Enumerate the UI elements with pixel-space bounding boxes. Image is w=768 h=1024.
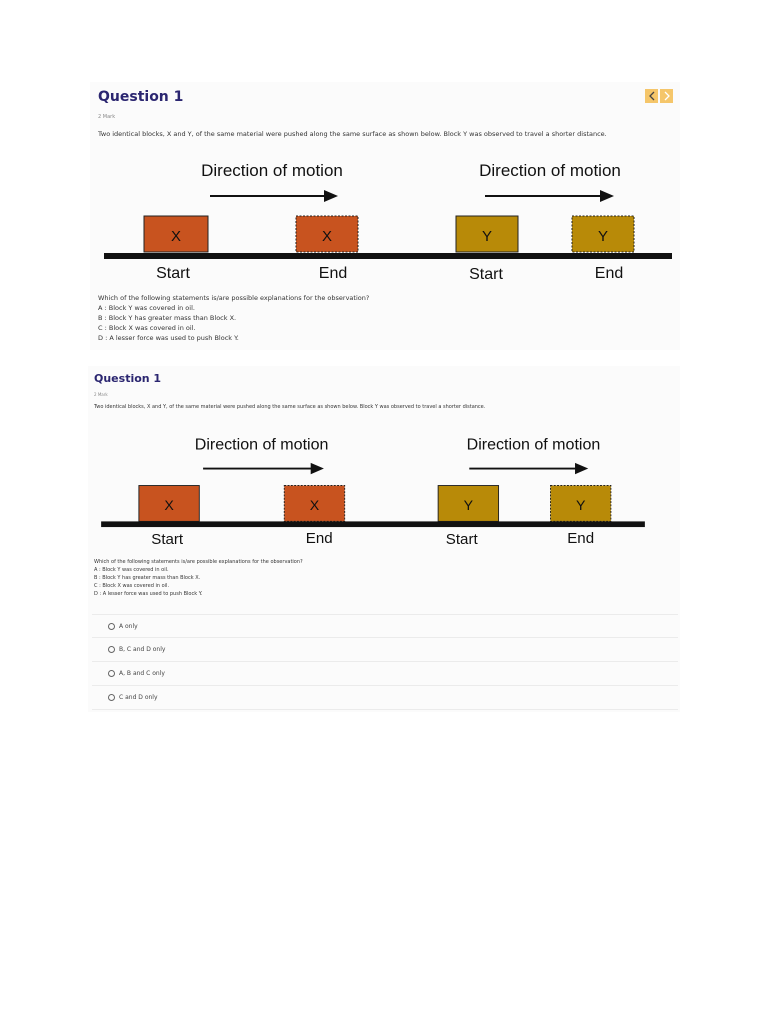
start-label: Start xyxy=(445,531,478,549)
end-label: End xyxy=(318,265,348,282)
arrow-right-icon xyxy=(311,463,324,474)
question-nav xyxy=(645,89,673,103)
next-button[interactable] xyxy=(660,89,673,103)
radio-button-icon[interactable] xyxy=(108,623,115,630)
motion-diagram xyxy=(98,427,648,549)
answer-options xyxy=(92,614,678,710)
question-text: Two identical blocks, X and Y, of the same material were pushed along the same surface as shown below. Block Y was observed to travel a shorter distance. xyxy=(94,404,486,410)
direction-heading-left: Direction of motion xyxy=(194,435,329,454)
radio-button-icon[interactable] xyxy=(108,646,115,653)
block-y-label: Y xyxy=(597,228,609,245)
question-prompt: Which of the following statements is/are possible explanations for the observation? xyxy=(94,559,303,565)
block-y-label: Y xyxy=(481,228,493,245)
statement-b: B : Block Y has greater mass than Block X. xyxy=(94,575,201,581)
arrow-right-icon xyxy=(324,190,338,202)
block-x-label: X xyxy=(321,228,333,245)
end-label: End xyxy=(594,265,624,282)
direction-heading-right: Direction of motion xyxy=(466,435,601,454)
arrow-right-icon xyxy=(600,190,614,202)
statement-a: A : Block Y was covered in oil. xyxy=(94,567,169,573)
block-x-label: X xyxy=(164,498,174,515)
direction-heading-left: Direction of motion xyxy=(201,161,343,180)
block-x-label: X xyxy=(309,498,320,515)
statement-b: B : Block Y has greater mass than Block X. xyxy=(98,314,237,322)
chevron-right-icon xyxy=(663,91,671,101)
arrow-right-icon xyxy=(575,463,588,474)
question-prompt: Which of the following statements is/are possible explanations for the observation? xyxy=(98,294,370,302)
start-label: Start xyxy=(469,266,503,283)
answer-option[interactable] xyxy=(92,685,678,710)
statement-d: D : A lesser force was used to push Block Y. xyxy=(94,591,203,597)
answer-option[interactable] xyxy=(92,661,678,685)
ground-surface xyxy=(101,521,645,527)
question-marks: 2 Mark xyxy=(94,392,108,397)
answer-option[interactable] xyxy=(92,637,678,661)
block-y-label: Y xyxy=(463,498,474,515)
question-title: Question 1 xyxy=(98,89,184,105)
radio-button-icon[interactable] xyxy=(108,670,115,677)
block-x-label: X xyxy=(170,228,182,245)
ground-surface xyxy=(104,253,672,259)
start-label: Start xyxy=(156,265,190,282)
answer-option[interactable] xyxy=(92,614,678,637)
option-label: A only xyxy=(119,622,138,630)
option-label: C and D only xyxy=(119,694,158,701)
question-text: Two identical blocks, X and Y, of the same material were pushed along the same surface as shown below. Block Y was observed to travel a shorter distance. xyxy=(98,130,607,138)
direction-heading-right: Direction of motion xyxy=(479,161,621,180)
start-label: Start xyxy=(151,531,184,549)
chevron-left-icon xyxy=(648,91,656,101)
motion-diagram xyxy=(100,152,680,283)
statement-a: A : Block Y was covered in oil. xyxy=(98,304,195,312)
statement-c: C : Block X was covered in oil. xyxy=(94,583,170,589)
block-y-label: Y xyxy=(575,498,586,515)
option-label: A, B and C only xyxy=(119,670,165,677)
question-title: Question 1 xyxy=(94,372,162,385)
question-marks: 2 Mark xyxy=(98,114,116,120)
end-label: End xyxy=(567,530,595,548)
statement-d: D : A lesser force was used to push Block Y. xyxy=(98,334,239,342)
end-label: End xyxy=(305,530,333,548)
option-label: B, C and D only xyxy=(119,646,166,653)
statement-c: C : Block X was covered in oil. xyxy=(98,324,196,332)
prev-button[interactable] xyxy=(645,89,658,103)
radio-button-icon[interactable] xyxy=(108,694,115,701)
